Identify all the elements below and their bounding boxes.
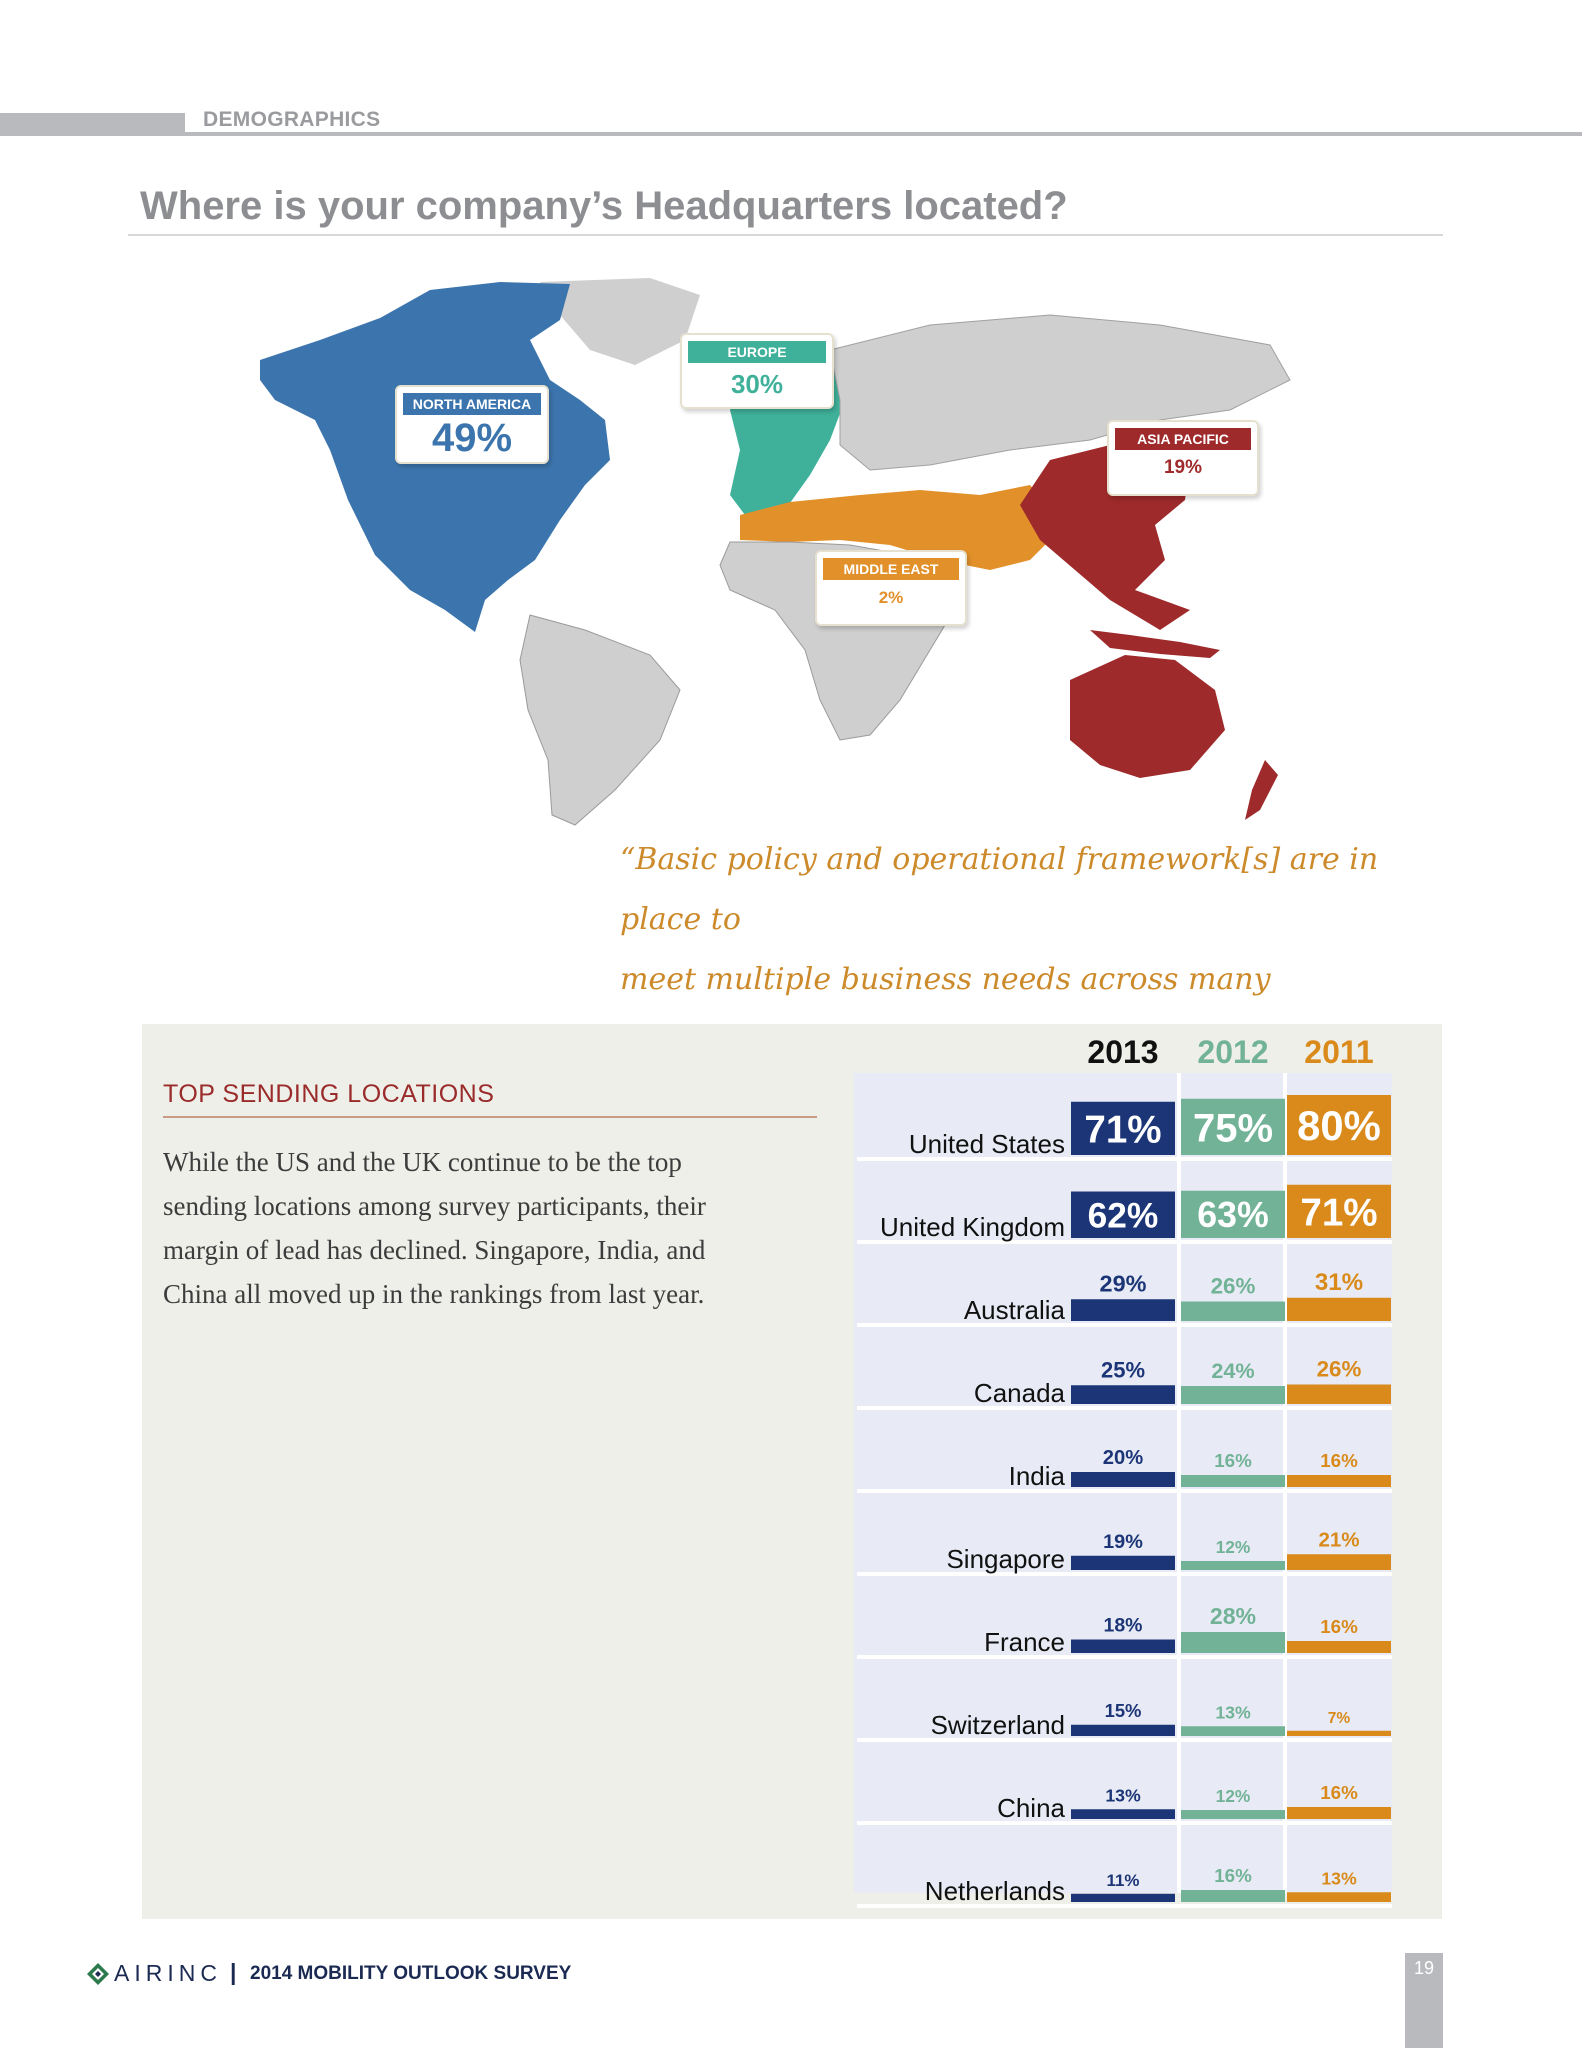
- bar-2012: [1181, 1386, 1285, 1404]
- panel-text-line-4: China all moved up in the rankings from last year.: [163, 1279, 705, 1309]
- row-divider: [857, 1655, 1392, 1659]
- data-label: 15%: [1104, 1699, 1142, 1721]
- brand-name: AIRINC: [114, 1960, 222, 1986]
- data-label: 71%: [1084, 1108, 1162, 1152]
- category-label: Canada: [973, 1378, 1065, 1408]
- data-label: 16%: [1320, 1450, 1358, 1471]
- bar-2013: [1071, 1556, 1175, 1570]
- footer-separator: |: [230, 1959, 237, 1985]
- region-label: NORTH AMERICA: [403, 393, 541, 415]
- data-label: 28%: [1209, 1603, 1257, 1629]
- bar-2013: [1071, 1385, 1175, 1404]
- data-label: 25%: [1100, 1357, 1146, 1383]
- bar-2011: [1287, 1731, 1391, 1736]
- data-label: 13%: [1215, 1702, 1251, 1723]
- bar-2012: [1181, 1475, 1285, 1487]
- column-divider: [1177, 1073, 1181, 1893]
- row-divider: [857, 1489, 1392, 1493]
- airinc-logo-icon: [86, 1962, 110, 1986]
- data-label: 18%: [1103, 1614, 1143, 1637]
- row-divider: [857, 1406, 1392, 1410]
- region-label: MIDDLE EAST: [823, 558, 959, 580]
- data-label: 12%: [1215, 1537, 1251, 1557]
- region-value: 19%: [1163, 457, 1203, 478]
- category-label: Australia: [963, 1295, 1065, 1325]
- category-label: China: [997, 1793, 1065, 1823]
- data-label: 16%: [1320, 1782, 1358, 1803]
- data-label: 16%: [1214, 1865, 1252, 1886]
- bar-2011: [1287, 1641, 1391, 1653]
- category-label: India: [1008, 1461, 1065, 1491]
- quote-line-1: “Basic policy and operational framework[s] are in place to: [620, 842, 1379, 937]
- data-label: 80%: [1297, 1102, 1381, 1150]
- data-label: 26%: [1210, 1273, 1256, 1299]
- bar-2011: [1287, 1892, 1391, 1902]
- legend-2011: 2011: [1304, 1034, 1374, 1070]
- data-label: 26%: [1316, 1356, 1362, 1382]
- panel-text-line-1: While the US and the UK continue to be the top: [163, 1147, 682, 1177]
- data-label: 63%: [1197, 1195, 1269, 1236]
- bar-2012: [1181, 1726, 1285, 1736]
- page-number: 19: [1413, 1958, 1435, 1978]
- bar-2013: [1071, 1894, 1175, 1902]
- panel-text-line-3: margin of lead has declined. Singapore, India, and: [163, 1235, 706, 1265]
- row-divider: [857, 1572, 1392, 1576]
- data-label: 11%: [1106, 1870, 1140, 1890]
- bar-2013: [1071, 1640, 1175, 1654]
- data-label: 7%: [1327, 1709, 1351, 1727]
- bar-2013: [1071, 1299, 1175, 1321]
- data-label: 16%: [1320, 1616, 1358, 1637]
- bar-2012: [1181, 1302, 1285, 1322]
- data-label: 29%: [1099, 1270, 1147, 1297]
- bar-2011: [1287, 1554, 1391, 1570]
- region-label: EUROPE: [688, 341, 826, 363]
- bar-2012: [1181, 1561, 1285, 1570]
- bar-2011: [1287, 1475, 1391, 1487]
- legend-2012: 2012: [1197, 1034, 1269, 1070]
- region-value: 30%: [730, 369, 784, 399]
- footer-title: 2014 MOBILITY OUTLOOK SURVEY: [250, 1963, 572, 1984]
- data-label: 24%: [1211, 1358, 1255, 1383]
- bar-2013: [1071, 1809, 1175, 1819]
- data-label: 75%: [1192, 1106, 1274, 1151]
- data-label: 19%: [1103, 1530, 1143, 1553]
- row-divider: [857, 1821, 1392, 1825]
- page-title: Where is your company’s Headquarters located?: [140, 184, 1068, 228]
- data-label: 31%: [1314, 1268, 1364, 1296]
- bar-2013: [1071, 1725, 1175, 1736]
- category-label: France: [984, 1627, 1065, 1657]
- bar-2011: [1287, 1807, 1391, 1819]
- data-label: 13%: [1321, 1868, 1357, 1889]
- category-label: United States: [908, 1129, 1065, 1159]
- panel-text-line-2: sending locations among survey participants, their: [163, 1191, 706, 1221]
- data-label: 16%: [1214, 1450, 1252, 1471]
- section-label: DEMOGRAPHICS: [203, 108, 381, 131]
- category-label: Netherlands: [924, 1876, 1065, 1906]
- panel-title: TOP SENDING LOCATIONS: [163, 1080, 495, 1108]
- data-label: 20%: [1102, 1447, 1144, 1469]
- bar-2012: [1181, 1890, 1285, 1902]
- region-label: ASIA PACIFIC: [1115, 428, 1251, 450]
- region-value: 49%: [431, 416, 513, 460]
- bar-2012: [1181, 1632, 1285, 1653]
- quote-line-2: meet multiple business needs across many: [620, 962, 1271, 997]
- category-label: Switzerland: [930, 1710, 1065, 1740]
- row-divider: [857, 1323, 1392, 1327]
- bar-2012: [1181, 1810, 1285, 1819]
- data-label: 12%: [1215, 1786, 1251, 1806]
- bar-2013: [1071, 1472, 1175, 1487]
- bar-2011: [1287, 1298, 1391, 1321]
- legend-2013: 2013: [1087, 1034, 1159, 1070]
- data-label: 71%: [1300, 1191, 1378, 1235]
- category-label: Singapore: [946, 1544, 1065, 1574]
- data-label: 62%: [1087, 1196, 1159, 1236]
- bar-2011: [1287, 1385, 1391, 1405]
- region-value: 2%: [878, 588, 904, 607]
- data-label: 13%: [1105, 1785, 1141, 1806]
- data-label: 21%: [1318, 1528, 1360, 1552]
- category-label: United Kingdom: [880, 1212, 1065, 1242]
